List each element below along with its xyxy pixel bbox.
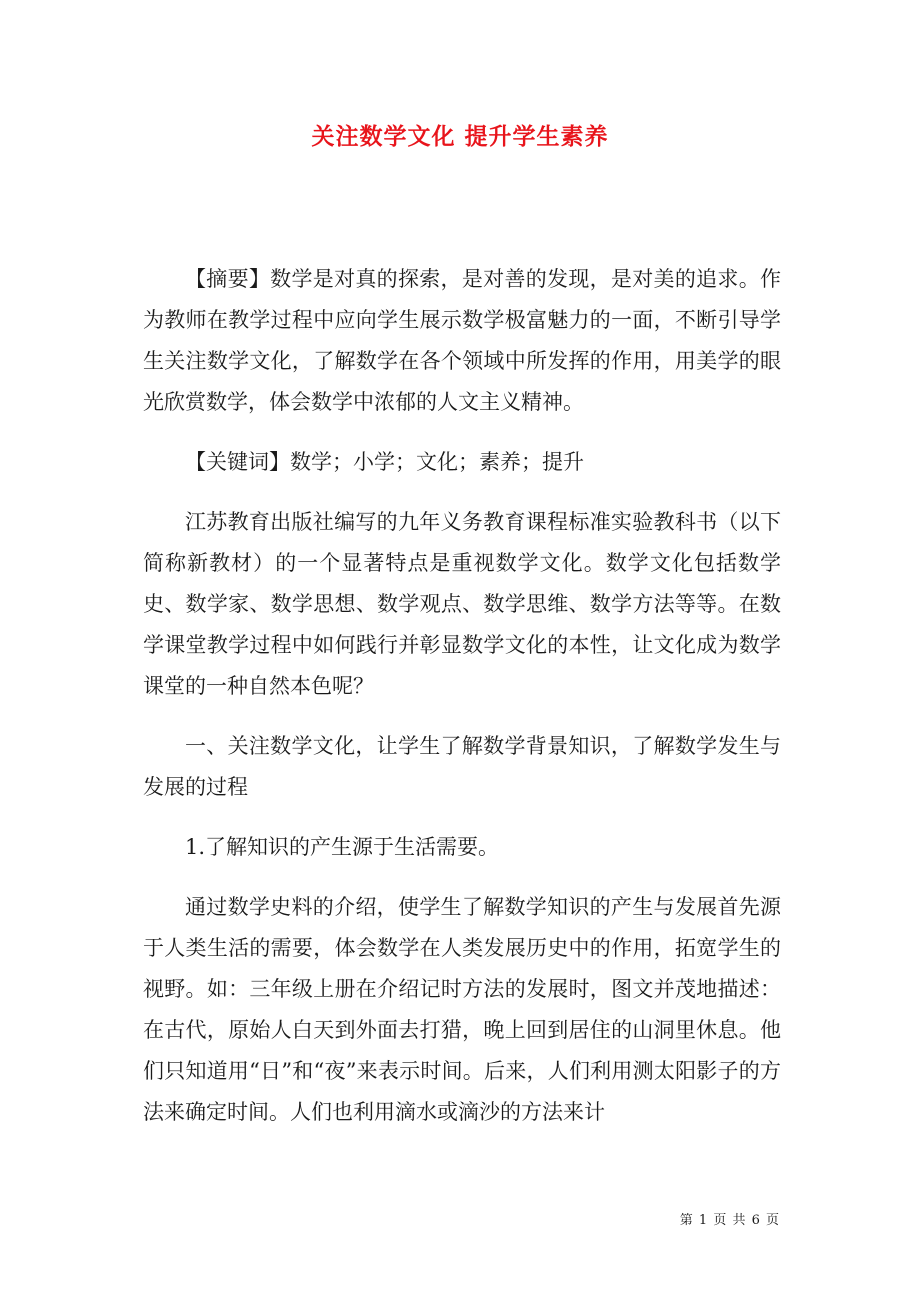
page-number: 第 1 页 共 6 页	[679, 1213, 780, 1228]
document-body	[143, 259, 781, 1133]
document-title: 关注数学文化 提升学生素养	[311, 123, 609, 150]
abstract-paragraph: 【摘要】数学是对真的探索，是对善的发现，是对美的追求。作为教师在教学过程中应向学生展示数学极富魅力的一面，不断引导学生关注数学文化，了解数学在各个领域中所发挥的作用，用美学的眼光欣赏数学，体会数学中浓郁的人文主义精神。	[143, 267, 781, 414]
intro-paragraph: 江苏教育出版社编写的九年义务教育课程标准实验教科书（以下简称新教材）的一个显著特点是重视数学文化。数学文化包括数学史、数学家、数学思想、数学观点、数学思维、数学方法等等。在数学课堂教学过程中如何践行并彰显数学文化的本性，让文化成为数学课堂的一种自然本色呢？	[143, 510, 781, 698]
subsection-heading: 1.了解知识的产生源于生活需要。	[185, 835, 500, 859]
keywords-paragraph: 【关键词】数学；小学；文化；素养；提升	[185, 450, 584, 474]
section-heading: 一、关注数学文化，让学生了解数学背景知识，了解数学发生与发展的过程	[143, 734, 781, 799]
body-paragraph: 通过数学史料的介绍，使学生了解数学知识的产生与发展首先源于人类生活的需要，体会数学在人类发展历史中的作用，拓宽学生的视野。如：三年级上册在介绍记时方法的发展时，图文并茂地描述：在古代，原始人白天到外面去打猎，晚上回到居住的山洞里休息。他们只知道用“日”和“夜”来表示时间。后来，人们利用测太阳影子的方法来确定时间。人们也利用滴水或滴沙的方法来计	[143, 895, 781, 1124]
